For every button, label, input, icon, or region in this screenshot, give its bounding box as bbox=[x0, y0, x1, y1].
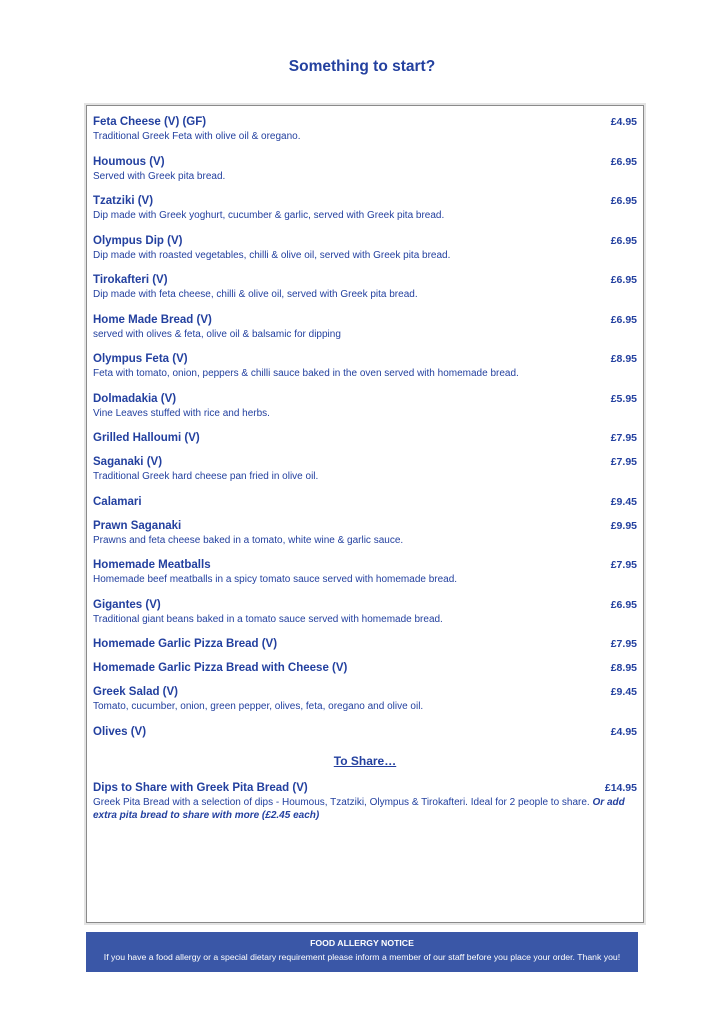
item-description: Dip made with feta cheese, chilli & olive oil, served with Greek pita bread. bbox=[93, 289, 418, 300]
item-name: Grilled Halloumi (V) bbox=[93, 432, 200, 444]
menu-item bbox=[93, 638, 637, 650]
menu-item bbox=[93, 274, 637, 302]
item-name: Homemade Meatballs bbox=[93, 559, 211, 571]
food-allergy-notice bbox=[86, 932, 638, 972]
item-line bbox=[93, 496, 637, 508]
item-line bbox=[93, 353, 637, 365]
item-price: £4.95 bbox=[610, 116, 637, 128]
item-name: Dips to Share with Greek Pita Bread (V) bbox=[93, 781, 308, 794]
item-line bbox=[93, 456, 637, 468]
item-price: £6.95 bbox=[610, 274, 637, 286]
item-name: Feta Cheese (V) (GF) bbox=[93, 116, 207, 128]
item-description: Tomato, cucumber, onion, green pepper, olives, feta, oregano and olive oil. bbox=[93, 701, 424, 712]
item-price: £14.95 bbox=[604, 781, 637, 794]
item-line bbox=[93, 156, 637, 168]
item-price: £6.95 bbox=[610, 598, 637, 611]
menu-item bbox=[93, 195, 637, 223]
item-line bbox=[93, 195, 637, 207]
item-line bbox=[93, 782, 637, 794]
menu-item bbox=[93, 314, 637, 342]
item-price: £7.95 bbox=[610, 432, 637, 444]
item-price: £7.95 bbox=[610, 456, 637, 468]
share-menu-item bbox=[93, 782, 637, 823]
item-description: Homemade beef meatballs in a spicy tomato sauce served with homemade bread. bbox=[93, 574, 458, 585]
item-name: Home Made Bread (V) bbox=[93, 313, 212, 326]
item-name: Tzatziki (V) bbox=[93, 195, 154, 207]
item-price: £5.95 bbox=[610, 392, 637, 405]
item-description: Traditional Greek hard cheese pan fried in olive oil. bbox=[93, 471, 319, 482]
share-section-heading: To Share… bbox=[333, 753, 397, 768]
item-line bbox=[93, 638, 637, 650]
item-name: Tirokafteri (V) bbox=[93, 274, 168, 286]
item-description: Dip made with roasted vegetables, chilli & olive oil, served with Greek pita bread. bbox=[93, 249, 451, 261]
item-price: £6.95 bbox=[610, 155, 637, 168]
page-title: Something to start? bbox=[288, 58, 436, 75]
item-line bbox=[93, 274, 637, 286]
item-line bbox=[93, 559, 637, 571]
item-description: Prawns and feta cheese baked in a tomato, white wine & garlic sauce. bbox=[93, 534, 404, 546]
menu-item bbox=[93, 686, 637, 714]
item-name: Olives (V) bbox=[93, 725, 147, 738]
menu-item bbox=[93, 393, 637, 421]
share-description-text: Greek Pita Bread with a selection of dips - Houmous, Tzatziki, Olympus & Tirokafteri. Ideal for 2 people to share. bbox=[93, 796, 593, 808]
item-name: Dolmadakia (V) bbox=[93, 392, 177, 405]
footer-title: FOOD ALLERGY NOTICE bbox=[310, 938, 414, 948]
item-name: Saganaki (V) bbox=[93, 456, 163, 468]
item-line bbox=[93, 726, 637, 738]
menu-item bbox=[93, 520, 637, 548]
item-price: £8.95 bbox=[610, 353, 637, 365]
item-line bbox=[93, 393, 637, 405]
item-description: served with olives & feta, olive oil & balsamic for dipping bbox=[93, 328, 341, 340]
menu-item bbox=[93, 726, 637, 738]
item-line bbox=[93, 116, 637, 128]
item-line bbox=[93, 235, 637, 247]
item-price: £6.95 bbox=[610, 313, 637, 326]
item-line bbox=[93, 599, 637, 611]
item-name: Olympus Dip (V) bbox=[93, 234, 183, 247]
item-price: £8.95 bbox=[610, 662, 637, 674]
item-description: Traditional Greek Feta with olive oil & oregano. bbox=[93, 131, 301, 142]
item-price: £9.45 bbox=[610, 495, 637, 508]
menu-item bbox=[93, 432, 637, 444]
item-price: £9.95 bbox=[610, 519, 637, 532]
item-price: £4.95 bbox=[610, 725, 637, 738]
item-description: Traditional giant beans baked in a tomato sauce served with homemade bread. bbox=[93, 613, 443, 625]
item-name: Olympus Feta (V) bbox=[93, 353, 188, 365]
item-price: £7.95 bbox=[610, 638, 637, 650]
menu-item bbox=[93, 235, 637, 263]
item-description bbox=[93, 796, 637, 823]
item-description: Served with Greek pita bread. bbox=[93, 170, 226, 182]
menu-item bbox=[93, 599, 637, 627]
item-description: Feta with tomato, onion, peppers & chilli sauce baked in the oven served with homemade bread. bbox=[93, 368, 519, 379]
menu-list bbox=[93, 116, 637, 738]
item-description: Vine Leaves stuffed with rice and herbs. bbox=[93, 407, 270, 419]
item-price: £6.95 bbox=[610, 234, 637, 247]
item-line bbox=[93, 520, 637, 532]
item-name: Prawn Saganaki bbox=[93, 519, 182, 532]
item-price: £9.45 bbox=[610, 686, 637, 698]
menu-item bbox=[93, 353, 637, 381]
menu-item bbox=[93, 496, 637, 508]
menu-item bbox=[93, 116, 637, 144]
item-name: Gigantes (V) bbox=[93, 598, 161, 611]
item-name: Houmous (V) bbox=[93, 155, 165, 168]
menu-item bbox=[93, 156, 637, 184]
menu-box bbox=[86, 105, 644, 923]
item-name: Homemade Garlic Pizza Bread (V) bbox=[93, 638, 278, 650]
item-line bbox=[93, 432, 637, 444]
item-line bbox=[93, 662, 637, 674]
menu-item bbox=[93, 662, 637, 674]
menu-item bbox=[93, 559, 637, 587]
item-line bbox=[93, 686, 637, 698]
item-line bbox=[93, 314, 637, 326]
menu-item bbox=[93, 456, 637, 484]
item-name: Greek Salad (V) bbox=[93, 686, 179, 698]
item-price: £7.95 bbox=[610, 559, 637, 571]
share-description-note: Or add extra pita bread to share with more (£2.45 each) bbox=[93, 796, 625, 821]
footer-text: If you have a food allergy or a special dietary requirement please inform a member of our staff before you place your order. Thank you! bbox=[103, 952, 621, 962]
item-name: Homemade Garlic Pizza Bread with Cheese (V) bbox=[93, 662, 348, 674]
item-name: Calamari bbox=[93, 495, 142, 508]
item-price: £6.95 bbox=[610, 195, 637, 207]
item-description: Dip made with Greek yoghurt, cucumber & garlic, served with Greek pita bread. bbox=[93, 210, 445, 221]
